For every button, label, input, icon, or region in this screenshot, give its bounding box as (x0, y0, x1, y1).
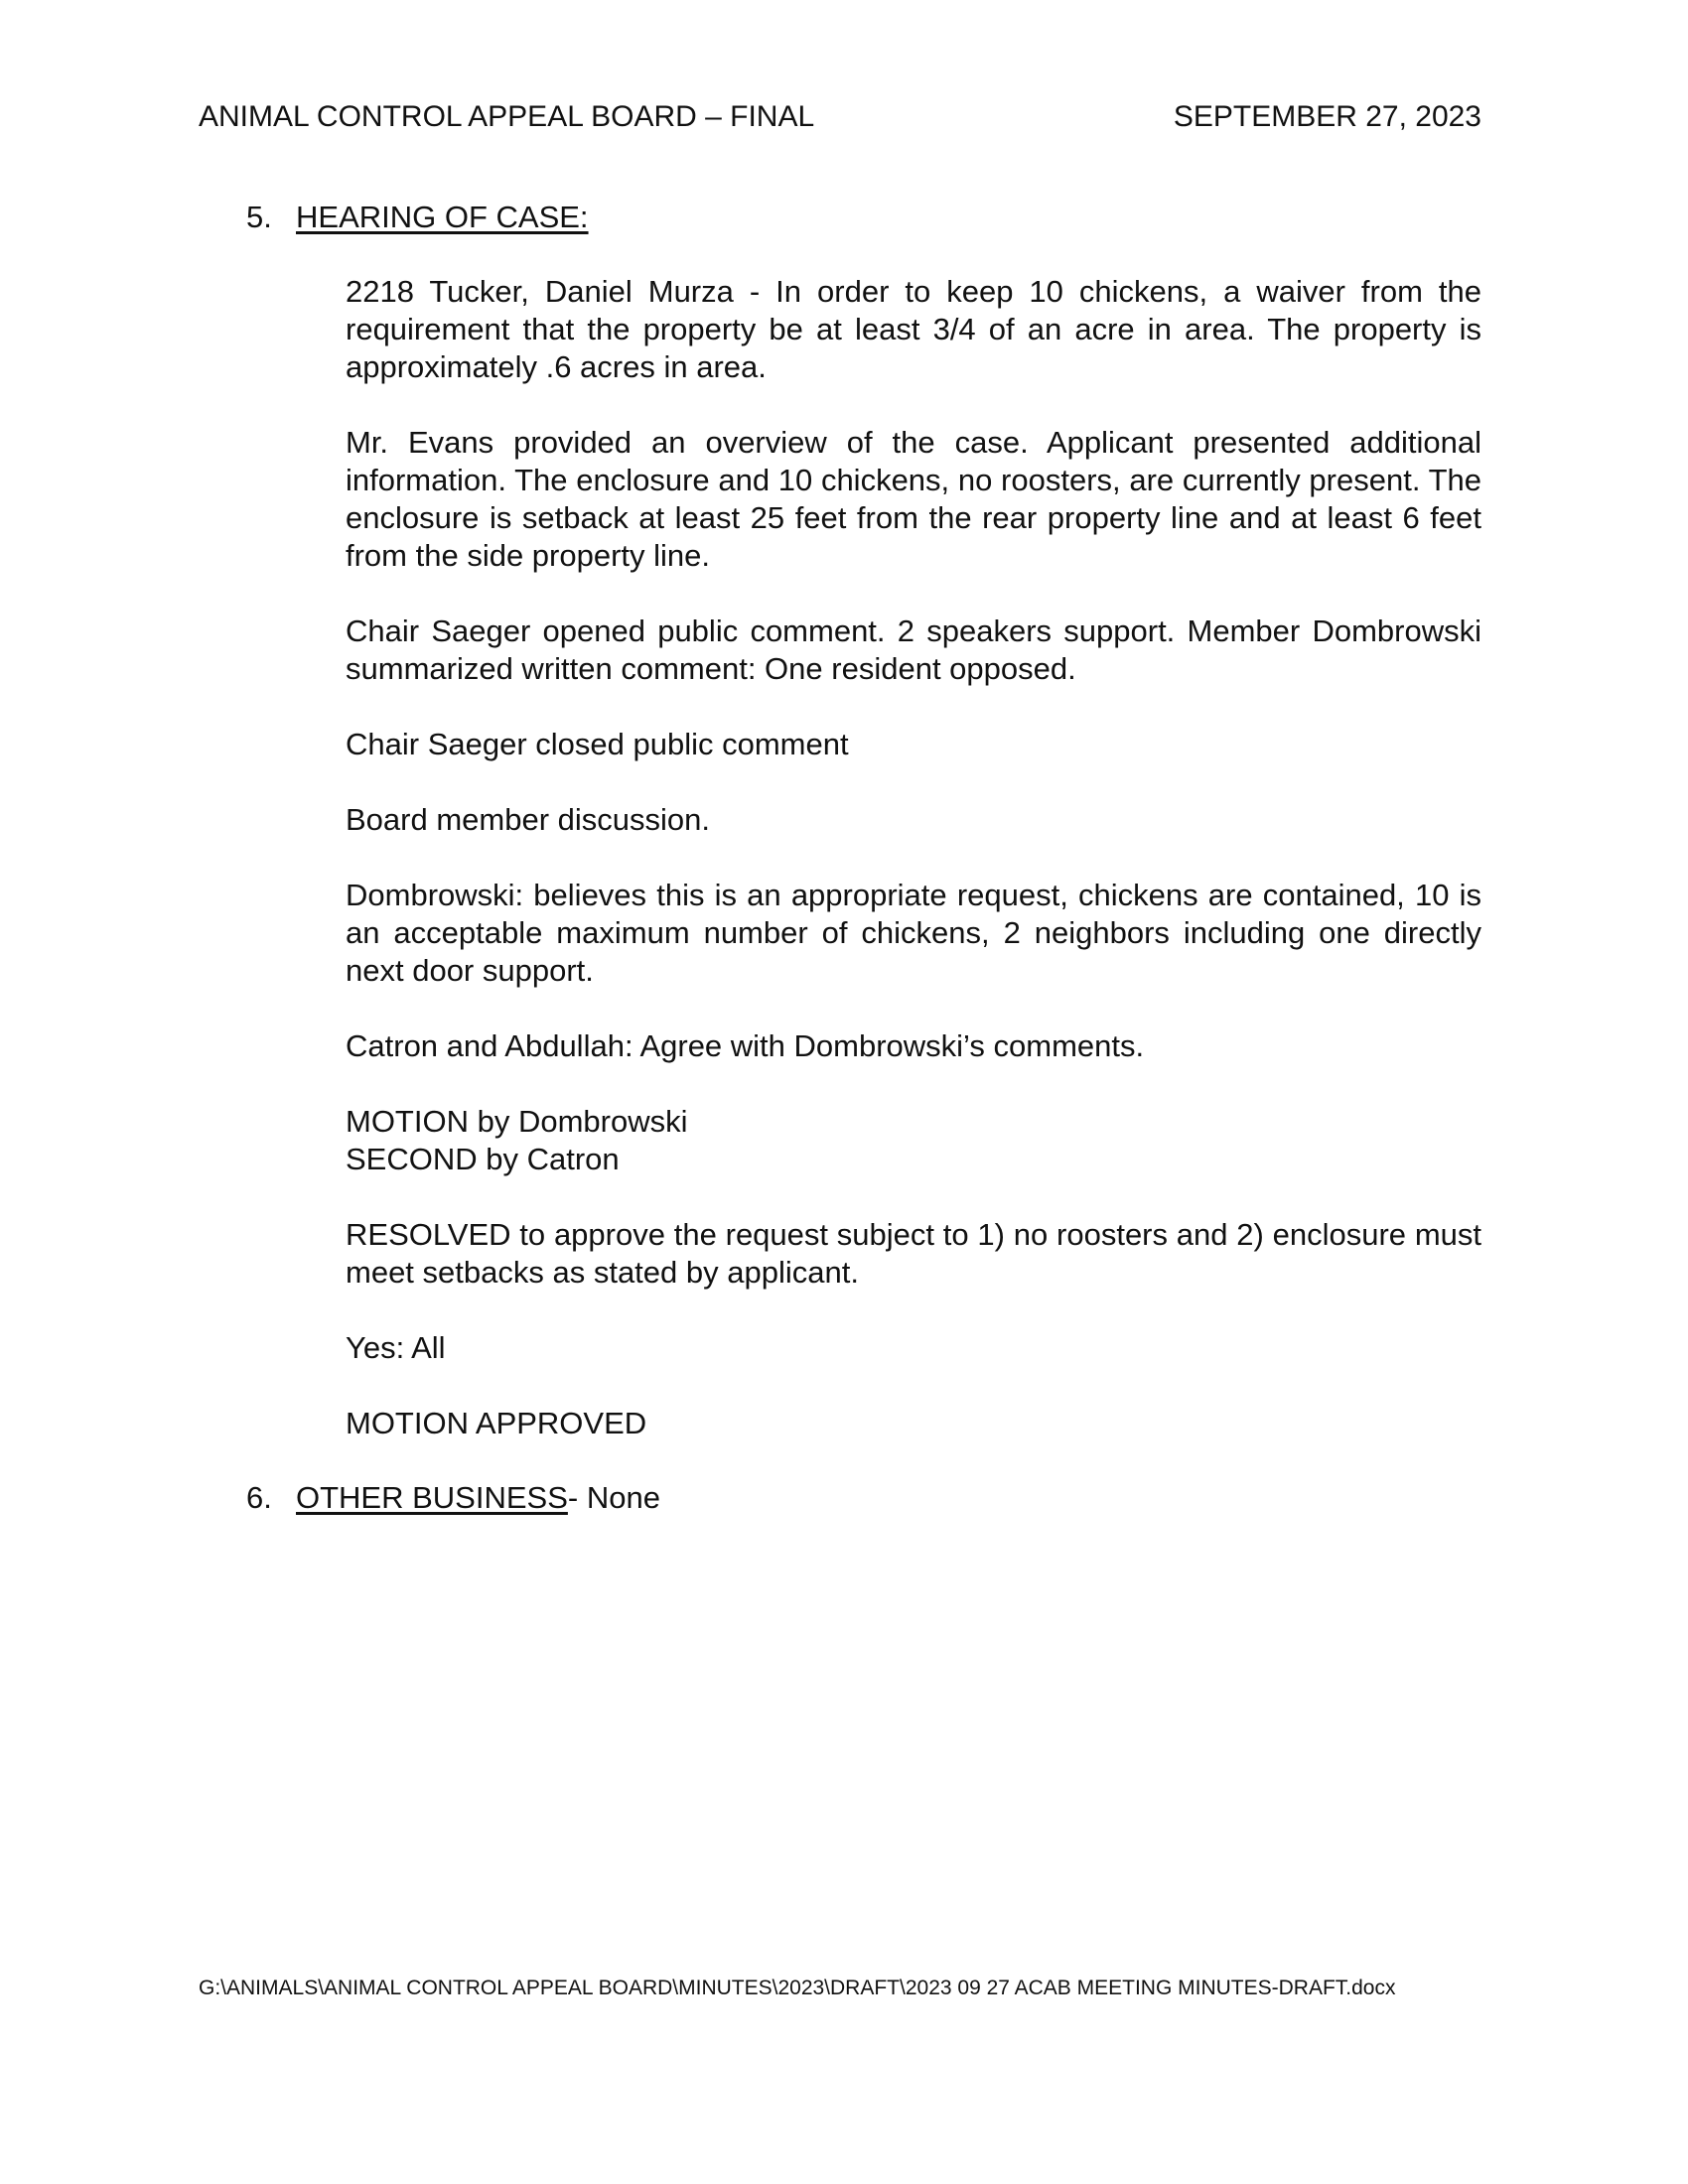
section-heading (246, 1479, 660, 1517)
paragraph: Yes: All (346, 1330, 446, 1365)
section-title: HEARING OF CASE: (296, 200, 589, 234)
section-number: 6. (246, 1480, 272, 1515)
paragraph: Dombrowski: believes this is an appropriate request, chickens are contained, 10 is an acceptable maximum number of chickens, 2 neighbors including one directly next door support. (346, 878, 1481, 988)
section-number: 5. (246, 200, 272, 234)
case-overview (346, 424, 1481, 575)
section-title: OTHER BUSINESS (296, 1480, 568, 1515)
section-heading (246, 199, 589, 236)
paragraph: Chair Saeger opened public comment. 2 speakers support. Member Dombrowski summarized written comment: One resident opposed. (346, 614, 1481, 686)
paragraph: MOTION APPROVED (346, 1406, 647, 1440)
board-discussion (346, 801, 1481, 839)
dombrowski-comment (346, 877, 1481, 990)
paragraph: Catron and Abdullah: Agree with Dombrowski’s comments. (346, 1028, 1145, 1063)
catron-abdullah-comment (346, 1027, 1481, 1065)
resolution (346, 1216, 1481, 1292)
paragraph: 2218 Tucker, Daniel Murza - In order to keep 10 chickens, a waiver from the requirement that the property be at least 3/4 of an acre in area. The property is approximately .6 acres in area. (346, 274, 1481, 384)
paragraph: Board member discussion. (346, 802, 710, 837)
public-comment-opened (346, 613, 1481, 688)
paragraph: RESOLVED to approve the request subject to 1) no roosters and 2) enclosure must meet setbacks as stated by applicant. (346, 1217, 1481, 1290)
public-comment-closed (346, 726, 1481, 763)
vote-result (346, 1329, 1481, 1367)
case-description (346, 273, 1481, 386)
second-line: SECOND by Catron (346, 1142, 620, 1176)
motion-line: MOTION by Dombrowski (346, 1104, 688, 1139)
motion-outcome (346, 1405, 1481, 1442)
header-date: SEPTEMBER 27, 2023 (1173, 100, 1481, 133)
file-path-footer: G:\ANIMALS\ANIMAL CONTROL APPEAL BOARD\MINUTES\2023\DRAFT\2023 09 27 ACAB MEETING MINUTES-DRAFT.docx (199, 1977, 1396, 1999)
section-suffix: - None (567, 1480, 660, 1515)
motion-block (346, 1103, 1481, 1178)
paragraph: Mr. Evans provided an overview of the case. Applicant presented additional information. The enclosure and 10 chickens, no roosters, are currently present. The enclosure is setback at least 25 feet from the rear property line and at least 6 feet from the side property line. (346, 425, 1481, 573)
paragraph: Chair Saeger closed public comment (346, 727, 849, 761)
header-board-name: ANIMAL CONTROL APPEAL BOARD – FINAL (199, 100, 815, 133)
